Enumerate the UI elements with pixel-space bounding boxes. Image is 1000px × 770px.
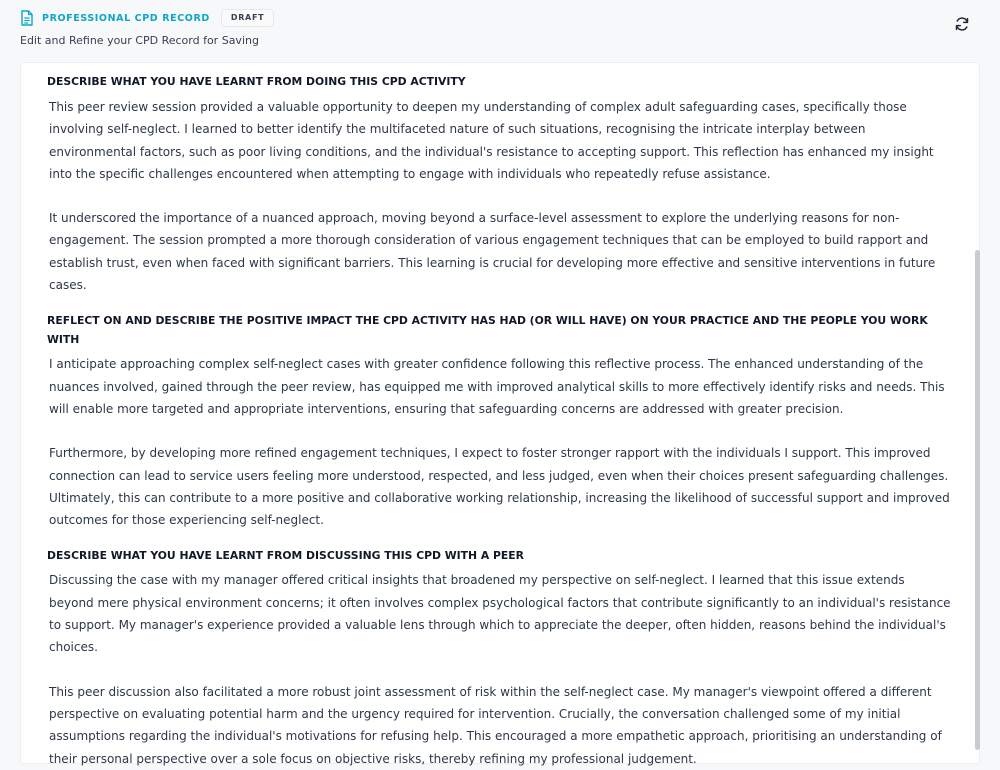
section-paragraph[interactable]: This peer review session provided a valuable opportunity to deepen my understanding of complex adult safeguarding cases, specifically those involving self-neglect. I learned to better identify the multifaceted nature of such situations, recognising the intricate interplay between environmental factors, such as poor living conditions, and the individual's resistance to accepting support. This reflection has enhanced my insight into the specific challenges encountered when attempting to engage with individuals who repeatedly refuse assistance. xyxy=(49,100,934,181)
section-paragraph[interactable]: Furthermore, by developing more refined engagement techniques, I expect to foster stronger rapport with the individuals I support. This improved connection can lead to service users feeling more understood, respected, and less judged, even when their choices present safeguarding challenges. Ultimately, this can contribute to a more positive and collaborative working relationship, increasing the likelihood of successful support and improved outcomes for those experiencing self-neglect. xyxy=(49,446,950,528)
section-positive-impact xyxy=(47,311,952,531)
section-paragraph[interactable]: Discussing the case with my manager offered critical insights that broadened my perspective on self-neglect. I learned that this issue extends beyond mere physical environment concerns; it often involves complex psychological factors that contribute significantly to an individual's resistance to support. My manager's experience provided a valuable lens through which to appreciate the deeper, often hidden, reasons behind the individual's choices. xyxy=(49,573,951,655)
page-header xyxy=(0,0,1000,62)
section-paragraph[interactable]: This peer discussion also facilitated a more robust joint assessment of risk within the self-neglect case. My manager's viewpoint offered a different perspective on evaluating potential harm and the urgency required for intervention. Crucially, the conversation challenged some of my initial assumptions regarding the individual's motivations for refusing help. This encouraged a more empathetic approach, prioritising an understanding of their personal perspective over a sole focus on objective risks, thereby refining my professional judgement. xyxy=(49,684,942,766)
status-badge: DRAFT xyxy=(221,9,274,27)
section-heading: DESCRIBE WHAT YOU HAVE LEARNT FROM DOING THIS CPD ACTIVITY xyxy=(47,75,466,88)
section-learnt-from-peer xyxy=(47,546,952,769)
section-paragraph[interactable]: It underscored the importance of a nuanced approach, moving beyond a surface-level assessment to explore the underlying reasons for non-engagement. The session prompted a more thorough consideration of various engagement techniques that can be employed to build rapport and establish trust, even when faced with significant barriers. This learning is crucial for developing more effective and sensitive interventions in future cases. xyxy=(49,211,936,293)
refresh-button[interactable] xyxy=(952,16,972,36)
app-title: PROFESSIONAL CPD RECORD xyxy=(42,12,210,24)
refresh-icon xyxy=(954,16,970,36)
document-icon xyxy=(20,10,34,26)
scrollbar-thumb[interactable] xyxy=(975,250,980,750)
section-heading: REFLECT ON AND DESCRIBE THE POSITIVE IMPACT THE CPD ACTIVITY HAS HAD (OR WILL HAVE) ON YOUR PRACTICE AND THE PEOPLE YOU WORK WITH xyxy=(47,314,928,347)
section-learnt-from-activity xyxy=(47,72,952,296)
page-subtitle: Edit and Refine your CPD Record for Saving xyxy=(20,34,259,47)
title-row xyxy=(20,9,274,27)
record-content xyxy=(47,70,952,770)
section-heading: DESCRIBE WHAT YOU HAVE LEARNT FROM DISCUSSING THIS CPD WITH A PEER xyxy=(47,549,524,563)
section-paragraph[interactable]: I anticipate approaching complex self-neglect cases with greater confidence following this reflective process. The enhanced understanding of the nuances involved, gained through the peer review, has equipped me with improved analytical skills to more effectively identify risks and needs. This will enable more targeted and appropriate interventions, ensuring that safeguarding concerns are addressed with greater precision. xyxy=(49,357,945,416)
